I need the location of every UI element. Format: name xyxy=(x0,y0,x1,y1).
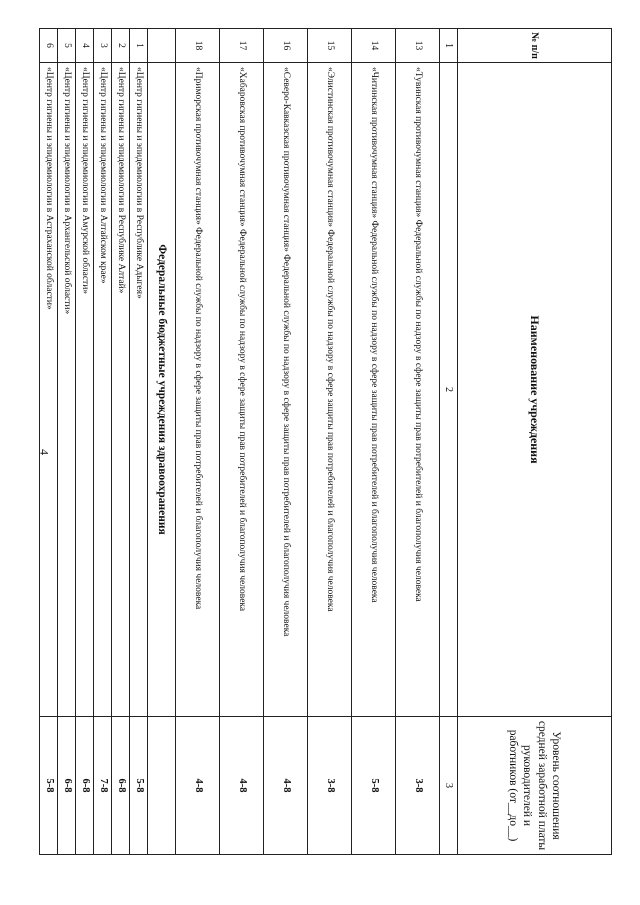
row-name: «Центр гигиены и эпидемиологии в Республике Адыгея» xyxy=(130,63,148,717)
table-row xyxy=(130,29,148,855)
row-name: «Центр гигиены и эпидемиологии в Амурской области» xyxy=(76,63,94,717)
table-row xyxy=(176,29,220,855)
row-num: 17 xyxy=(220,29,264,63)
row-num: 3 xyxy=(94,29,112,63)
table-row xyxy=(308,29,352,855)
row-value: 6-8 xyxy=(58,717,76,855)
page-number: 4 xyxy=(37,449,52,455)
row-value: 3-8 xyxy=(396,717,440,855)
rotated-table-container xyxy=(43,28,612,854)
row-value: 3-8 xyxy=(308,717,352,855)
row-name: «Тувинская противочумная станция» Федеральной службы по надзору в сфере защиты прав потребителей и благополучия человека xyxy=(396,63,440,717)
header-row xyxy=(458,29,612,855)
table-row xyxy=(76,29,94,855)
table-row xyxy=(352,29,396,855)
column-index-cell: 1 xyxy=(440,29,458,63)
row-name: «Центр гигиены и эпидемиологии в Астраханской области» xyxy=(40,63,58,717)
row-name: «Элистинская противочумная станция» Федеральной службы по надзору в сфере защиты прав потребителей и благополучия человека xyxy=(308,63,352,717)
row-value: 4-8 xyxy=(220,717,264,855)
row-num: 13 xyxy=(396,29,440,63)
header-num: № п/п xyxy=(458,29,612,63)
row-value: 7-8 xyxy=(94,717,112,855)
table-row xyxy=(220,29,264,855)
row-num: 15 xyxy=(308,29,352,63)
salary-ratio-table xyxy=(39,28,612,855)
row-num: 2 xyxy=(112,29,130,63)
table-row xyxy=(40,29,58,855)
section-value-cell xyxy=(148,717,176,855)
row-value: 6-8 xyxy=(76,717,94,855)
row-name: «Центр гигиены и эпидемиологии в Архангельской области» xyxy=(58,63,76,717)
row-num: 5 xyxy=(58,29,76,63)
header-name: Наименование учреждения xyxy=(458,63,612,717)
row-num: 6 xyxy=(40,29,58,63)
row-value: 4-8 xyxy=(264,717,308,855)
section-num-cell xyxy=(148,29,176,63)
table-row xyxy=(396,29,440,855)
table-row xyxy=(264,29,308,855)
column-index-row xyxy=(440,29,458,855)
section-row xyxy=(148,29,176,855)
row-name: «Северо-Кавказская противочумная станция» Федеральной службы по надзору в сфере защиты прав потребителей и благополучия человека xyxy=(264,63,308,717)
row-num: 18 xyxy=(176,29,220,63)
row-value: 5-8 xyxy=(352,717,396,855)
row-value: 5-8 xyxy=(130,717,148,855)
row-name: «Центр гигиены и эпидемиологии в Республике Алтай» xyxy=(112,63,130,717)
row-value: 5-8 xyxy=(40,717,58,855)
column-index-cell: 3 xyxy=(440,717,458,855)
table-row xyxy=(58,29,76,855)
table-row xyxy=(94,29,112,855)
row-name: «Хабаровская противочумная станция» Федеральной службы по надзору в сфере защиты прав потребителей и благополучия человека xyxy=(220,63,264,717)
table-row xyxy=(112,29,130,855)
section-title: Федеральные бюджетные учреждения здравоохранения xyxy=(148,63,176,717)
row-name: «Центр гигиены и эпидемиологии в Алтайском крае» xyxy=(94,63,112,717)
column-index-cell: 2 xyxy=(440,63,458,717)
row-num: 4 xyxy=(76,29,94,63)
row-name: «Читинская противочумная станция» Федеральной службы по надзору в сфере защиты прав потребителей и благополучия человека xyxy=(352,63,396,717)
row-num: 16 xyxy=(264,29,308,63)
header-level: Уровень соотношения средней заработной платы руководителей и работников (от__до__) xyxy=(458,717,612,855)
row-name: «Приморская противочумная станция» Федеральной службы по надзору в сфере защиты прав потребителей и благополучия человека xyxy=(176,63,220,717)
row-value: 4-8 xyxy=(176,717,220,855)
row-value: 6-8 xyxy=(112,717,130,855)
row-num: 14 xyxy=(352,29,396,63)
row-num: 1 xyxy=(130,29,148,63)
